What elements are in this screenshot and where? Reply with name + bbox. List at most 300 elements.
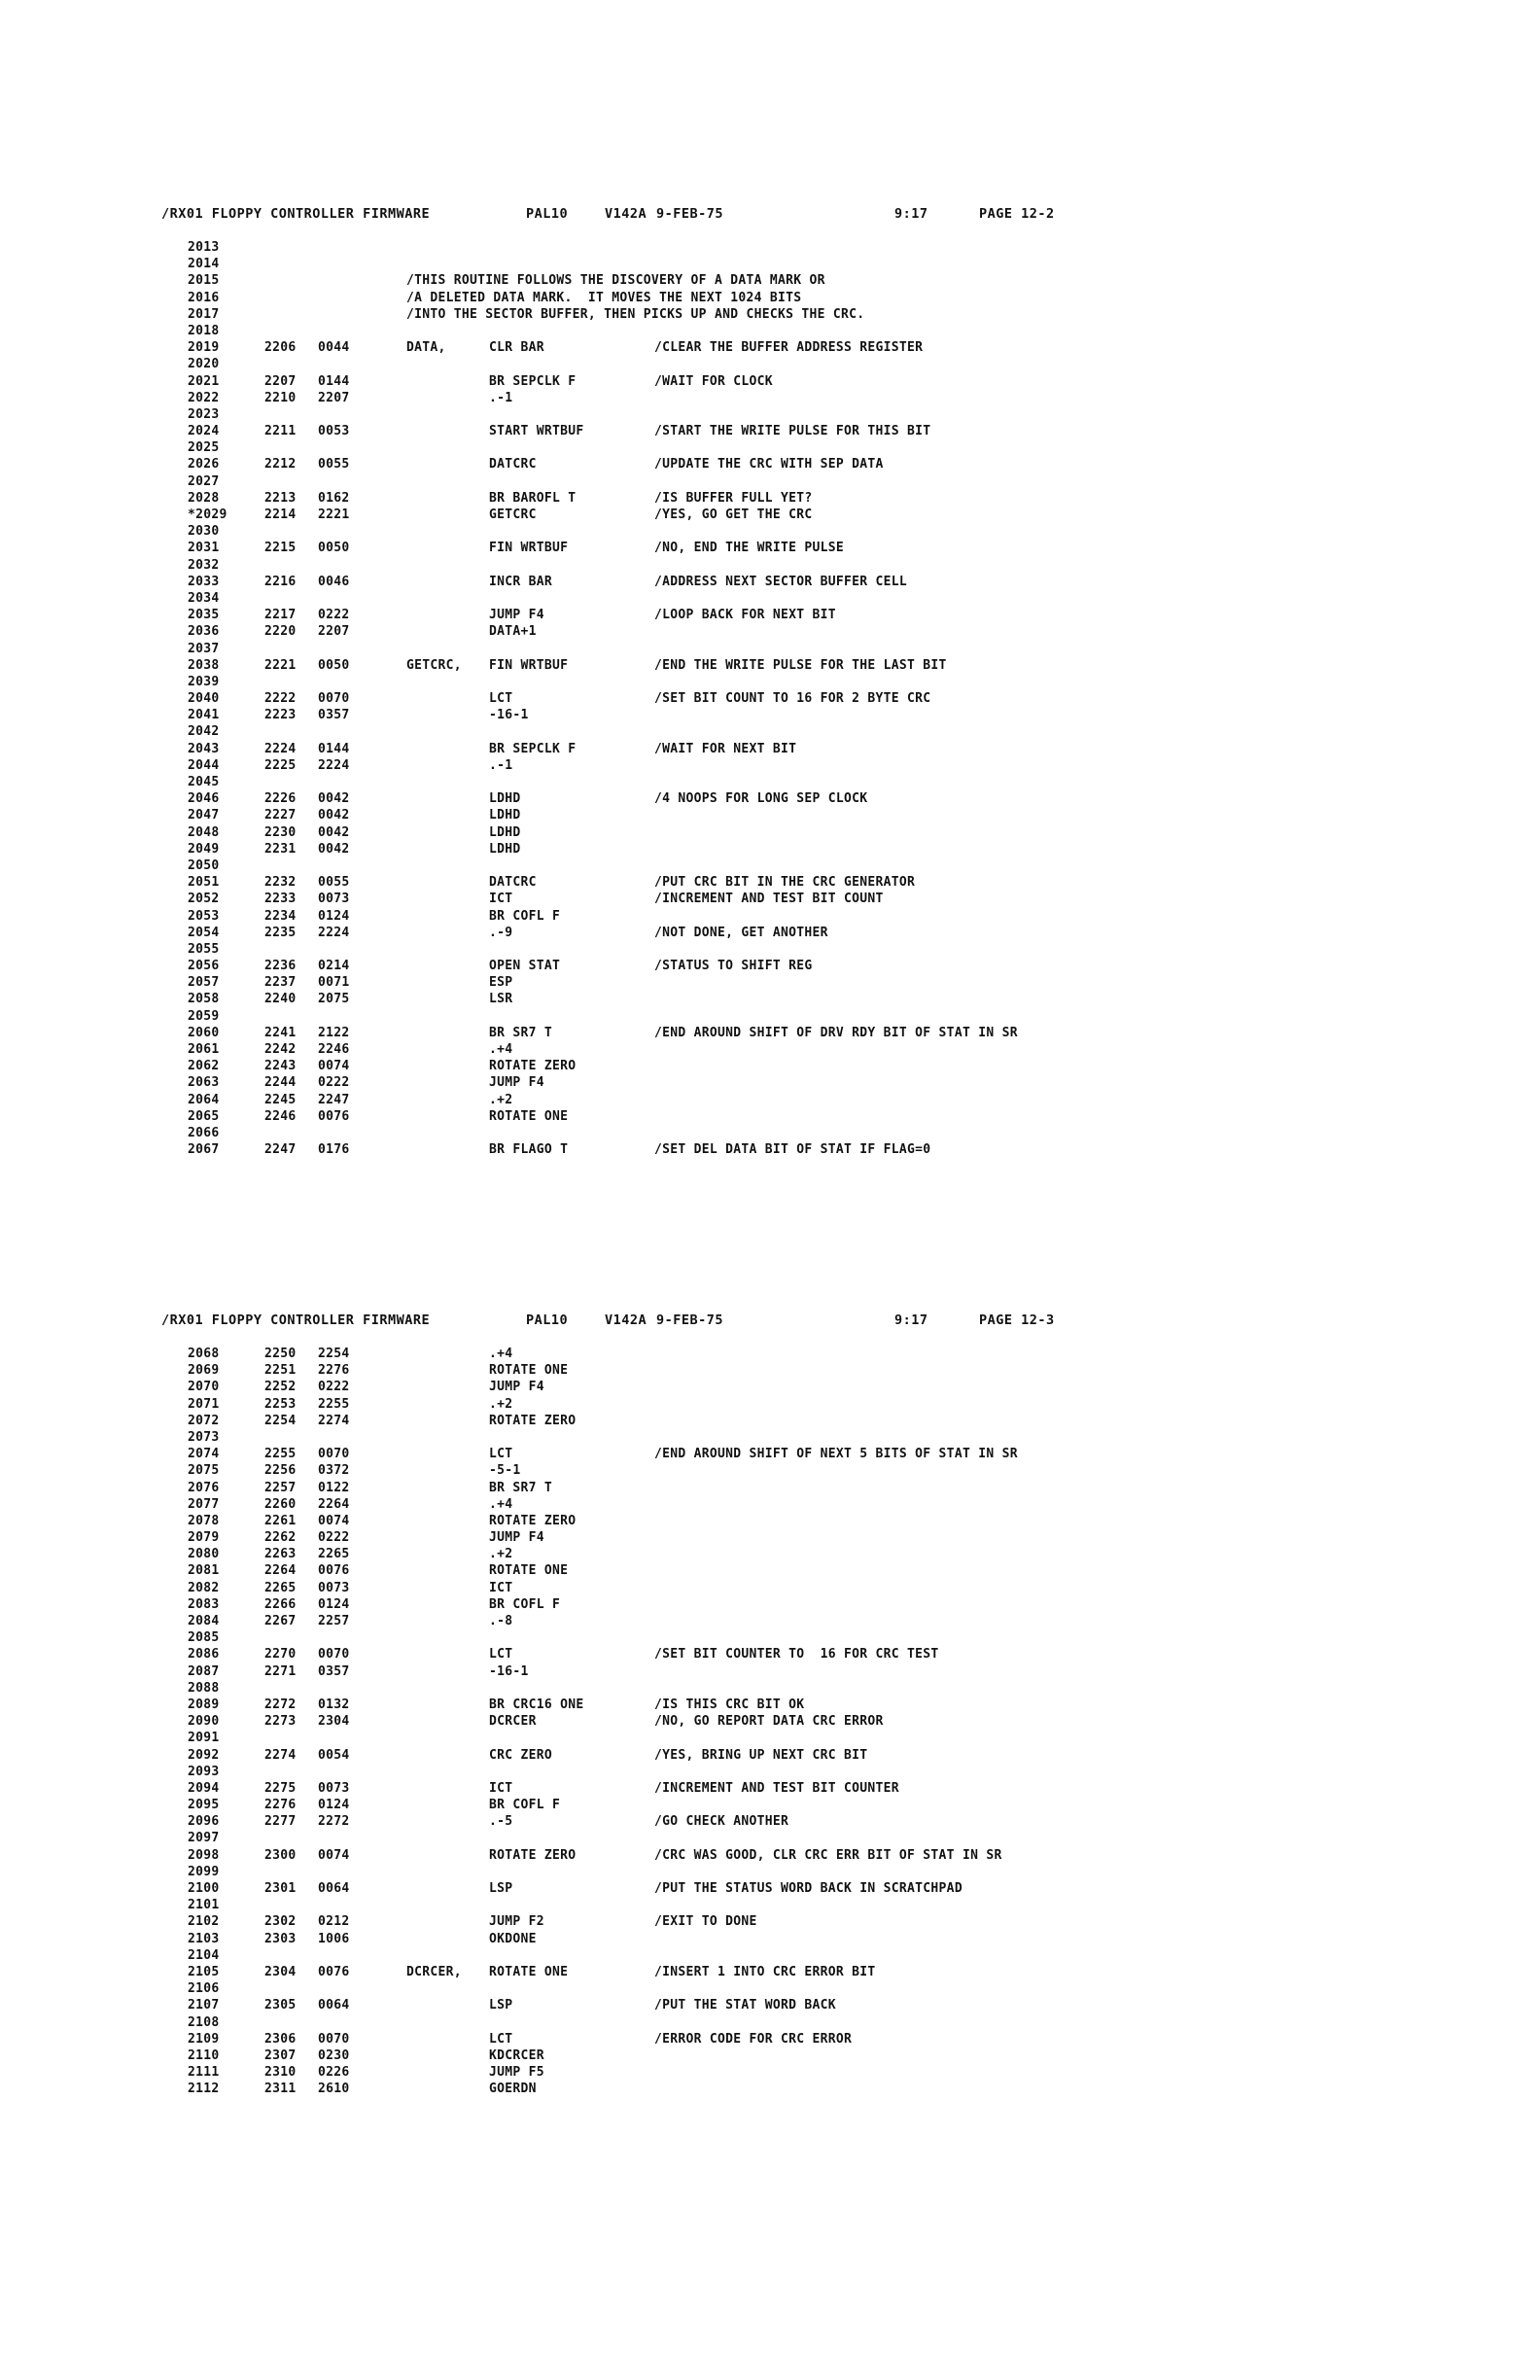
instruction: JUMP F4 [489, 1075, 544, 1091]
instruction: LSR [489, 992, 513, 1007]
instruction: FIN WRTBUF [489, 657, 569, 673]
address: 2235 [264, 925, 297, 940]
address: 2230 [264, 824, 297, 840]
octal-code: 0042 [318, 824, 350, 840]
address: 2240 [264, 992, 297, 1007]
octal-code: 0230 [318, 2048, 350, 2063]
address: 2244 [264, 1075, 297, 1091]
address: 2231 [264, 841, 297, 857]
octal-code: 0042 [318, 841, 350, 857]
listing-line [0, 974, 1540, 991]
instruction: LDHD [489, 808, 521, 823]
address: 2206 [264, 340, 297, 356]
line-number: 2063 [188, 1075, 220, 1091]
instruction: .+2 [489, 1396, 513, 1412]
line-number: 2083 [188, 1596, 220, 1612]
octal-code: 2122 [318, 1025, 350, 1040]
line-number: 2099 [188, 1864, 220, 1879]
listing-line [0, 1480, 1540, 1496]
page-header [0, 206, 1540, 231]
comment: /IS BUFFER FULL YET? [654, 490, 813, 506]
listing-line [0, 339, 1540, 356]
line-number: 2056 [188, 959, 220, 974]
address: 2265 [264, 1580, 297, 1595]
listing-line [0, 390, 1540, 406]
line-number: 2025 [188, 440, 220, 456]
instruction: ROTATE ONE [489, 1964, 569, 1979]
address: 2211 [264, 424, 297, 439]
line-number: 2080 [188, 1547, 220, 1562]
octal-code: 2254 [318, 1347, 350, 1361]
address: 2241 [264, 1025, 297, 1040]
line-number: 2040 [188, 691, 220, 707]
listing-line [0, 1947, 1540, 1964]
address: 2300 [264, 1847, 297, 1863]
instruction: ROTATE ZERO [489, 1513, 577, 1528]
line-number: 2087 [188, 1663, 220, 1679]
instruction: .+4 [489, 1496, 513, 1512]
line-number: 2091 [188, 1731, 220, 1746]
instruction: START WRTBUF [489, 424, 584, 439]
listing-line [0, 1562, 1540, 1579]
octal-code: 0226 [318, 2065, 350, 2081]
line-number: 2093 [188, 1764, 220, 1779]
line-number: 2022 [188, 390, 220, 405]
listing-line [0, 557, 1540, 574]
instruction: LDHD [489, 841, 521, 857]
comment: /END AROUND SHIFT OF NEXT 5 BITS OF STAT IN SR [654, 1447, 1018, 1462]
instruction: ROTATE ONE [489, 1363, 569, 1379]
label: GETCRC, [406, 657, 462, 673]
line-number: 2055 [188, 941, 220, 957]
instruction: .+2 [489, 1092, 513, 1107]
address: 2267 [264, 1614, 297, 1628]
line-number: 2051 [188, 875, 220, 891]
line-number: 2098 [188, 1847, 220, 1863]
octal-code: 0074 [318, 1847, 350, 1863]
comment: /THIS ROUTINE FOLLOWS THE DISCOVERY OF A DATA MARK OR [406, 273, 825, 289]
listing-line [0, 1931, 1540, 1947]
header-time: 9:17 [894, 1312, 928, 1328]
listing-line [0, 439, 1540, 456]
address: 2251 [264, 1363, 297, 1379]
instruction: BR SEPCLK F [489, 373, 577, 389]
address: 2264 [264, 1563, 297, 1579]
instruction: ROTATE ONE [489, 1108, 569, 1124]
line-number: 2112 [188, 2082, 220, 2097]
line-number: 2096 [188, 1814, 220, 1830]
octal-code: 0042 [318, 808, 350, 823]
line-number: 2075 [188, 1463, 220, 1479]
instruction: LSP [489, 1998, 513, 2013]
address: 2274 [264, 1747, 297, 1763]
listing-line [0, 1880, 1540, 1897]
comment: /4 NOOPS FOR LONG SEP CLOCK [654, 791, 868, 807]
octal-code: 0073 [318, 1580, 350, 1595]
address: 2227 [264, 808, 297, 823]
listing-line [0, 1396, 1540, 1413]
line-number: 2048 [188, 824, 220, 840]
instruction: BR BAROFL T [489, 490, 577, 506]
line-number: 2046 [188, 791, 220, 807]
instruction: -16-1 [489, 1663, 529, 1679]
line-number: 2079 [188, 1530, 220, 1546]
line-number: 2013 [188, 240, 220, 255]
instruction: INCR BAR [489, 574, 553, 589]
line-number: 2073 [188, 1429, 220, 1445]
line-number: 2041 [188, 708, 220, 723]
octal-code: 0073 [318, 892, 350, 907]
listing-line [0, 1429, 1540, 1446]
octal-code: 0070 [318, 691, 350, 707]
listing-line [0, 1797, 1540, 1813]
listing-line [0, 690, 1540, 707]
page-header [0, 1312, 1540, 1338]
listing-line [0, 2048, 1540, 2064]
octal-code: 0073 [318, 1780, 350, 1796]
line-number: 2047 [188, 808, 220, 823]
listing-line [0, 574, 1540, 590]
line-number: 2111 [188, 2065, 220, 2081]
line-number: 2086 [188, 1647, 220, 1662]
listing-line [0, 1713, 1540, 1730]
listing-line [0, 1141, 1540, 1158]
listing-line [0, 1964, 1540, 1980]
listing-line [0, 507, 1540, 523]
comment: /END AROUND SHIFT OF DRV RDY BIT OF STAT IN SR [654, 1025, 1018, 1040]
listing-line [0, 473, 1540, 490]
line-number: 2065 [188, 1108, 220, 1124]
listing-line [0, 490, 1540, 507]
comment: /ERROR CODE FOR CRC ERROR [654, 2031, 853, 2047]
octal-code: 2224 [318, 925, 350, 940]
line-number: 2067 [188, 1142, 220, 1158]
address: 2221 [264, 657, 297, 673]
octal-code: 0124 [318, 1596, 350, 1612]
address: 2212 [264, 457, 297, 472]
instruction: LCT [489, 2031, 513, 2047]
line-number: 2060 [188, 1025, 220, 1040]
listing-line [0, 1580, 1540, 1596]
comment: /UPDATE THE CRC WITH SEP DATA [654, 457, 884, 472]
octal-code: 0144 [318, 741, 350, 756]
line-number: 2019 [188, 340, 220, 356]
octal-code: 0222 [318, 608, 350, 623]
address: 2216 [264, 574, 297, 589]
octal-code: 0054 [318, 1747, 350, 1763]
line-number: 2037 [188, 641, 220, 656]
octal-code: 0055 [318, 457, 350, 472]
instruction: KDCRCER [489, 2048, 544, 2063]
octal-code: 2274 [318, 1413, 350, 1428]
comment: /CLEAR THE BUFFER ADDRESS REGISTER [654, 340, 924, 356]
comment: /CRC WAS GOOD, CLR CRC ERR BIT OF STAT IN SR [654, 1847, 1002, 1863]
instruction: DATCRC [489, 457, 537, 472]
line-number: 2057 [188, 975, 220, 991]
octal-code: 0357 [318, 708, 350, 723]
listing-line [0, 1596, 1540, 1613]
line-number: 2049 [188, 841, 220, 857]
line-number: 2028 [188, 490, 220, 506]
line-number: 2102 [188, 1914, 220, 1930]
line-number: 2024 [188, 424, 220, 439]
octal-code: 2224 [318, 757, 350, 773]
address: 2247 [264, 1142, 297, 1158]
listing-line [0, 1092, 1540, 1108]
listing-line [0, 991, 1540, 1007]
line-number: 2107 [188, 1998, 220, 2013]
line-number: 2038 [188, 657, 220, 673]
line-number: 2017 [188, 306, 220, 322]
line-number: 2014 [188, 257, 220, 272]
instruction: BR COFL F [489, 1798, 561, 1813]
listing-line [0, 1362, 1540, 1379]
address: 2243 [264, 1059, 297, 1074]
instruction: GETCRC [489, 508, 537, 522]
instruction: BR SEPCLK F [489, 741, 577, 756]
address: 2217 [264, 608, 297, 623]
instruction: LCT [489, 1447, 513, 1462]
listing-line [0, 1830, 1540, 1846]
line-number: 2039 [188, 674, 220, 689]
octal-code: 0124 [318, 908, 350, 924]
listing-line [0, 1041, 1540, 1058]
listing-line [0, 674, 1540, 690]
instruction: JUMP F4 [489, 608, 544, 623]
listing-page-12-3 [0, 1312, 1540, 2097]
header-page-number: PAGE 12-3 [979, 1312, 1055, 1328]
line-number: 2101 [188, 1898, 220, 1913]
octal-code: 0046 [318, 574, 350, 589]
comment: /LOOP BACK FOR NEXT BIT [654, 608, 836, 623]
listing-line [0, 807, 1540, 823]
octal-code: 0214 [318, 959, 350, 974]
listing-line [0, 1747, 1540, 1764]
comment: /GO CHECK ANOTHER [654, 1814, 789, 1830]
listing-page-12-2 [0, 206, 1540, 1158]
comment: /PUT THE STATUS WORD BACK IN SCRATCHPAD [654, 1881, 962, 1896]
address: 2261 [264, 1513, 297, 1528]
comment: /INCREMENT AND TEST BIT COUNT [654, 892, 884, 907]
listing-line [0, 323, 1540, 339]
octal-code: 0124 [318, 1798, 350, 1813]
instruction: JUMP F4 [489, 1380, 544, 1395]
line-number: 2100 [188, 1881, 220, 1896]
address: 2222 [264, 691, 297, 707]
address: 2237 [264, 975, 297, 991]
header-assembler: PAL10 [526, 206, 569, 222]
line-number: 2016 [188, 290, 220, 305]
header-title: /RX01 FLOPPY CONTROLLER FIRMWARE [161, 1312, 431, 1328]
address: 2275 [264, 1780, 297, 1796]
instruction: GOERDN [489, 2082, 537, 2097]
line-number: 2053 [188, 908, 220, 924]
listing-line [0, 1997, 1540, 2013]
address: 2225 [264, 757, 297, 773]
comment: /NO, GO REPORT DATA CRC ERROR [654, 1714, 884, 1730]
line-number: 2052 [188, 892, 220, 907]
instruction: ICT [489, 1580, 513, 1595]
octal-code: 0212 [318, 1914, 350, 1930]
line-number: 2064 [188, 1092, 220, 1107]
line-number: 2027 [188, 473, 220, 489]
line-number: 2059 [188, 1008, 220, 1024]
line-number: 2026 [188, 457, 220, 472]
header-page-number: PAGE 12-2 [979, 206, 1055, 222]
line-number: 2110 [188, 2048, 220, 2063]
octal-code: 0070 [318, 1447, 350, 1462]
octal-code: 0074 [318, 1059, 350, 1074]
line-number: 2036 [188, 624, 220, 640]
comment: /ADDRESS NEXT SECTOR BUFFER CELL [654, 574, 908, 589]
octal-code: 2276 [318, 1363, 350, 1379]
address: 2236 [264, 959, 297, 974]
line-number: 2085 [188, 1630, 220, 1646]
instruction: BR COFL F [489, 908, 561, 924]
line-number: 2074 [188, 1447, 220, 1462]
listing-line [0, 540, 1540, 556]
address: 2262 [264, 1530, 297, 1546]
comment: /YES, BRING UP NEXT CRC BIT [654, 1747, 868, 1763]
address: 2306 [264, 2031, 297, 2047]
listing-line [0, 1847, 1540, 1864]
label: DCRCER, [406, 1964, 462, 1979]
listing-line [0, 958, 1540, 974]
instruction: DCRCER [489, 1714, 537, 1730]
octal-code: 0222 [318, 1380, 350, 1395]
address: 2255 [264, 1447, 297, 1462]
listing-line [0, 1697, 1540, 1713]
line-number: 2044 [188, 757, 220, 773]
instruction: DATCRC [489, 875, 537, 891]
listing-line [0, 2014, 1540, 2031]
octal-code: 2207 [318, 624, 350, 640]
listing-line [0, 1074, 1540, 1091]
listing-line [0, 1008, 1540, 1025]
line-number: 2045 [188, 775, 220, 789]
header-title: /RX01 FLOPPY CONTROLLER FIRMWARE [161, 206, 431, 222]
address: 2233 [264, 892, 297, 907]
address: 2311 [264, 2082, 297, 2097]
label: DATA, [406, 340, 446, 356]
instruction: JUMP F2 [489, 1914, 544, 1930]
instruction: ROTATE ONE [489, 1563, 569, 1579]
octal-code: 2221 [318, 508, 350, 522]
octal-code: 0222 [318, 1075, 350, 1091]
listing-line [0, 523, 1540, 540]
octal-code: 0076 [318, 1563, 350, 1579]
line-number: 2042 [188, 724, 220, 740]
listing-line [0, 1496, 1540, 1513]
address: 2266 [264, 1596, 297, 1612]
address: 2307 [264, 2048, 297, 2063]
octal-code: 1006 [318, 1931, 350, 1946]
instruction: CRC ZERO [489, 1747, 553, 1763]
line-number: 2082 [188, 1580, 220, 1595]
address: 2207 [264, 373, 297, 389]
listing-line [0, 406, 1540, 423]
listing-line [0, 657, 1540, 674]
listing-line [0, 1980, 1540, 1997]
listing-line [0, 1529, 1540, 1546]
address: 2273 [264, 1714, 297, 1730]
header-assembler: PAL10 [526, 1312, 569, 1328]
line-number: 2094 [188, 1780, 220, 1796]
instruction: .-9 [489, 925, 513, 940]
listing-line [0, 1546, 1540, 1562]
octal-code: 0372 [318, 1463, 350, 1479]
instruction: BR SR7 T [489, 1480, 553, 1495]
comment: /PUT CRC BIT IN THE CRC GENERATOR [654, 875, 916, 891]
line-number: *2029 [188, 508, 228, 522]
line-number: 2090 [188, 1714, 220, 1730]
instruction: OKDONE [489, 1931, 537, 1946]
octal-code: 0176 [318, 1142, 350, 1158]
listing-line [0, 925, 1540, 941]
address: 2271 [264, 1663, 297, 1679]
line-number: 2062 [188, 1059, 220, 1074]
listing-line [0, 874, 1540, 891]
address: 2270 [264, 1647, 297, 1662]
address: 2210 [264, 390, 297, 405]
instruction: .-1 [489, 757, 513, 773]
comment: /WAIT FOR CLOCK [654, 373, 773, 389]
line-number: 2081 [188, 1563, 220, 1579]
listing-line [0, 723, 1540, 740]
octal-code: 2255 [318, 1396, 350, 1412]
listing-line [0, 456, 1540, 472]
listing-line [0, 1346, 1540, 1362]
address: 2305 [264, 1998, 297, 2013]
address: 2232 [264, 875, 297, 891]
line-number: 2108 [188, 2014, 220, 2030]
octal-code: 0064 [318, 1998, 350, 2013]
comment: /A DELETED DATA MARK. IT MOVES THE NEXT 1024 BITS [406, 290, 802, 305]
line-number: 2034 [188, 590, 220, 606]
listing-line [0, 2031, 1540, 2048]
address: 2226 [264, 791, 297, 807]
line-number: 2033 [188, 574, 220, 589]
line-number: 2015 [188, 273, 220, 289]
address: 2257 [264, 1480, 297, 1495]
instruction: FIN WRTBUF [489, 541, 569, 556]
address: 2254 [264, 1413, 297, 1428]
instruction: .-5 [489, 1814, 513, 1830]
octal-code: 0070 [318, 1647, 350, 1662]
line-number: 2092 [188, 1747, 220, 1763]
listing-line [0, 1813, 1540, 1830]
line-number: 2088 [188, 1680, 220, 1696]
listing-line [0, 757, 1540, 774]
instruction: DATA+1 [489, 624, 537, 640]
instruction: ICT [489, 892, 513, 907]
listing-line [0, 1462, 1540, 1479]
octal-code: 2257 [318, 1614, 350, 1628]
instruction: .-1 [489, 390, 513, 405]
listing-line [0, 1613, 1540, 1629]
line-number: 2106 [188, 1981, 220, 1997]
line-number: 2097 [188, 1831, 220, 1846]
comment: /END THE WRITE PULSE FOR THE LAST BIT [654, 657, 947, 673]
instruction: CLR BAR [489, 340, 544, 356]
octal-code: 2247 [318, 1092, 350, 1107]
octal-code: 0222 [318, 1530, 350, 1546]
comment: /PUT THE STAT WORD BACK [654, 1998, 836, 2013]
octal-code: 0122 [318, 1480, 350, 1495]
address: 2246 [264, 1108, 297, 1124]
listing-rows [0, 239, 1540, 1158]
line-number: 2084 [188, 1614, 220, 1628]
